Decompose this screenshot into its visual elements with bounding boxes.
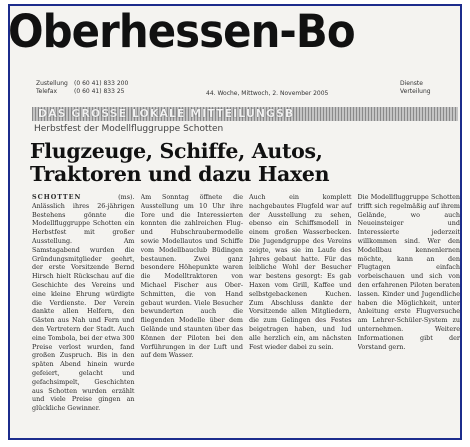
section-banner: DAS GROSSE LOKALE MITTEILUNGSB: [32, 107, 458, 121]
issue-line: 44. Woche, Mittwoch, 2. November 2005: [206, 90, 329, 97]
distribution-line-2: Verteilung: [400, 88, 431, 95]
distribution-info: [400, 80, 431, 96]
article-kicker: Herbstfest der Modellfluggruppe Schotten: [34, 124, 224, 134]
headline-line-2: Traktoren und dazu Haxen: [30, 162, 330, 186]
newspaper-masthead: Oberhessen-Bo: [8, 5, 355, 58]
contact-info: [36, 80, 128, 96]
contact-label: Telefax: [36, 88, 58, 95]
article-column-4: [358, 193, 461, 433]
contact-value: (0 60 41) 833 25: [74, 88, 125, 95]
article-column-2: [141, 193, 244, 433]
headline-line-1: Flugzeuge, Schiffe, Autos,: [30, 139, 323, 163]
contact-row: [36, 88, 128, 96]
dateline: SCHOTTEN: [32, 193, 82, 201]
column-text: Am Sonntag öffnete die Ausstellung um 10 Uhr ihre Tore und die Interessierten konnten die zahlreichen Flug- und Hubschraubermodelle sowie Modellautos und Schiffe vom Modellbauclub Büdingen bestaunen. Zwei ganz besondere Höhepunkte waren die Modelltraktoren von Michael Fischer aus Ober-Schmitten, die von Hand gebaut wurden. Viele Besucher bewunderten auch die fliegenden Modelle über dem Gelände und staunten über das Können der Piloten bei den Vorführungen in der Luft und auf dem Wasser.: [140, 193, 243, 360]
contact-label: Zustellung: [36, 80, 68, 87]
column-text: (ms). Anlässlich ihres 26-jährigen Bestehens gönnte die Modellfluggruppe Schotten ein Herbstfest mit großer Ausstellung. Am Samstagabend wurden die Gründungsmitglieder geehrt, der erste Vorsitzende Bernd Hirsch hielt Rückschau auf die Geschichte des Vereins und eine kleine Ehrung würdigte die Verdienste. Der Verein dankte allen Helfern, den Gästen aus Nah und Fern und den Vertretern der Stadt. Auch eine Tombola, bei der etwa 300 Preise verlost wurden, fand großen Zuspruch. Bis in den späten Abend hinein wurde gefeiert, gelacht und gefachsimpelt, Geschichten aus Schotten wurden erzählt und viele Preise gingen an glückliche Gewinner.: [32, 193, 135, 413]
article-column-3: [249, 193, 352, 433]
article-body: [32, 193, 460, 433]
column-text: Auch ein komplett nachgebautes Flugfeld war auf der Ausstellung zu sehen, ebenso ein Schiffsmodell in einem großen Wasserbecken. Die Jugendgruppe des Vereins zeigte, was sie im Laufe des Jahres gebaut hatte. Für das leibliche Wohl der Besucher war bestens gesorgt: Es gab Haxen vom Grill, Kaffee und selbstgebackenen Kuchen. Zum Abschluss dankte der Vorsitzende allen Mitgliedern, die zum Gelingen des Festes beigetragen haben, und lud alle herzlich ein, am nächsten Fest wieder dabei zu sein.: [249, 193, 352, 351]
article-column-1: [32, 193, 135, 433]
contact-row: [36, 80, 128, 88]
article-headline: [30, 140, 450, 186]
contact-value: (0 60 41) 833 200: [74, 80, 129, 87]
distribution-line-1: Dienste: [400, 80, 423, 87]
column-text: Die Modellfluggruppe Schotten trifft sich regelmäßig auf ihrem Gelände, wo auch Neueinsteiger und Interessierte jederzeit willkommen sind. Wer den Modellbau kennenlernen möchte, kann an den Flugtagen einfach vorbeischauen und sich von den erfahrenen Piloten beraten lassen. Kinder und Jugendliche haben die Möglichkeit, unter Anleitung erste Flugversuche am Lehrer-Schüler-System zu unternehmen. Weitere Informationen gibt der Vorstand gern.: [357, 193, 460, 351]
